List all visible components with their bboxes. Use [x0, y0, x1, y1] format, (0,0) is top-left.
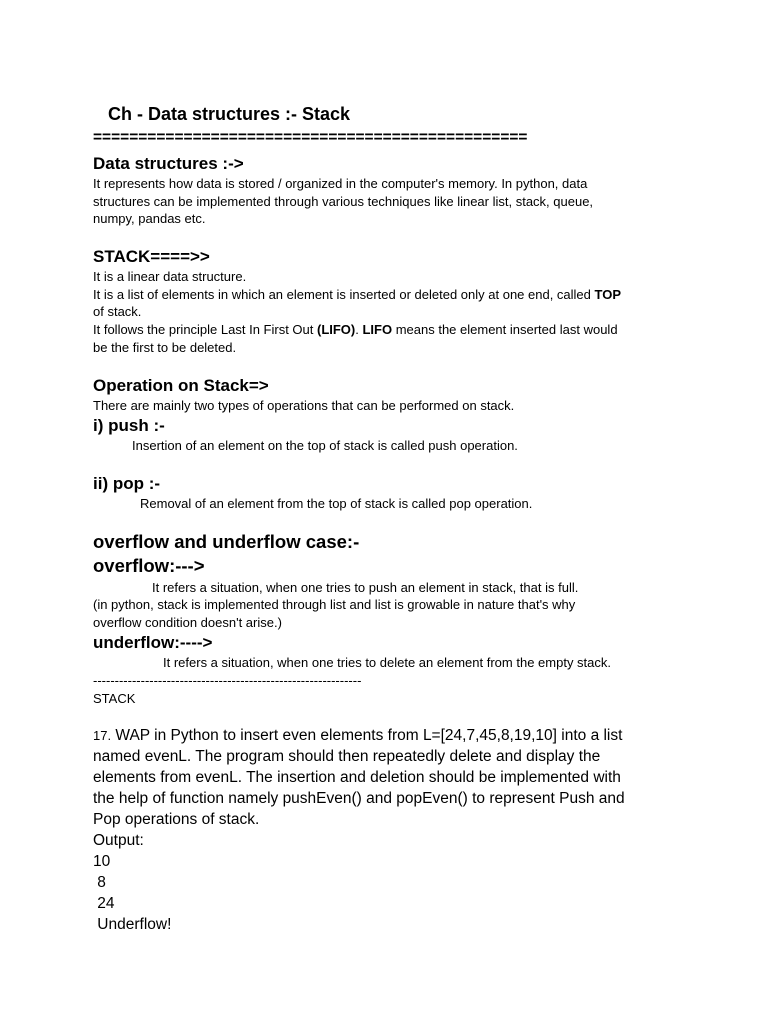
output-line-1: 10	[93, 853, 111, 870]
section-label: STACK	[93, 691, 136, 706]
underflow-line-1: It refers a situation, when one tries to delete an element from the empty stack.	[163, 655, 612, 670]
top-term: TOP	[594, 287, 622, 302]
question-line-1-text: WAP in Python to insert even elements from L=[24,7,45,8,19,10] into a list	[111, 727, 623, 744]
stack-line-3: of stack.	[93, 304, 142, 319]
stack-line-4-sep: .	[355, 322, 363, 337]
question-line-1	[93, 725, 622, 746]
flow-heading: overflow and underflow case:-	[93, 531, 360, 552]
ops-heading: Operation on Stack=>	[93, 376, 269, 395]
overflow-line-1: It refers a situation, when one tries to push an element in stack, that is full.	[152, 580, 579, 595]
lifo-term-2: LIFO	[362, 322, 393, 337]
ds-line-2: structures can be implemented through various techniques like linear list, stack, queue,	[93, 194, 594, 209]
overflow-line-3: overflow condition doesn't arise.)	[93, 615, 282, 630]
question-line-4: the help of function namely pushEven() and popEven() to represent Push and	[93, 790, 625, 807]
section-divider: --------------------------------------------------------------	[93, 673, 362, 688]
pop-text: Removal of an element from the top of stack is called pop operation.	[140, 496, 533, 511]
stack-heading: STACK====>>	[93, 247, 210, 266]
stack-line-5: be the first to be deleted.	[93, 340, 237, 355]
output-label: Output:	[93, 832, 144, 849]
ops-intro: There are mainly two types of operations that can be performed on stack.	[93, 398, 515, 413]
title-rule: ================================================	[93, 129, 528, 146]
overflow-line-2: (in python, stack is implemented through list and list is growable in nature that's why	[93, 597, 576, 612]
question-line-3: elements from evenL. The insertion and deletion should be implemented with	[93, 769, 621, 786]
stack-line-2-text: It is a list of elements in which an element is inserted or deleted only at one end, called	[93, 287, 595, 302]
overflow-heading: overflow:--->	[93, 555, 205, 576]
page-title: Ch - Data structures :- Stack	[108, 104, 351, 124]
underflow-heading: underflow:---->	[93, 633, 213, 652]
stack-line-2	[93, 286, 621, 304]
stack-line-4-end: means the element inserted last would	[392, 322, 618, 337]
question-line-2: named evenL. The program should then repeatedly delete and display the	[93, 748, 601, 765]
stack-line-4	[93, 321, 618, 339]
ds-heading: Data structures :->	[93, 154, 244, 173]
output-line-2: 8	[93, 874, 106, 891]
stack-line-4-text: It follows the principle Last In First Out	[93, 322, 317, 337]
push-heading: i) push :-	[93, 416, 165, 435]
output-line-4: Underflow!	[93, 916, 172, 933]
pop-heading: ii) pop :-	[93, 474, 161, 493]
lifo-term: (LIFO)	[316, 322, 356, 337]
push-text: Insertion of an element on the top of stack is called push operation.	[132, 438, 518, 453]
ds-line-3: numpy, pandas etc.	[93, 211, 206, 226]
stack-line-1: It is a linear data structure.	[93, 269, 247, 284]
output-line-3: 24	[93, 895, 115, 912]
question-line-5: Pop operations of stack.	[93, 811, 260, 828]
ds-line-1: It represents how data is stored / organized in the computer's memory. In python, data	[93, 176, 588, 191]
question-number: 17.	[93, 728, 112, 743]
